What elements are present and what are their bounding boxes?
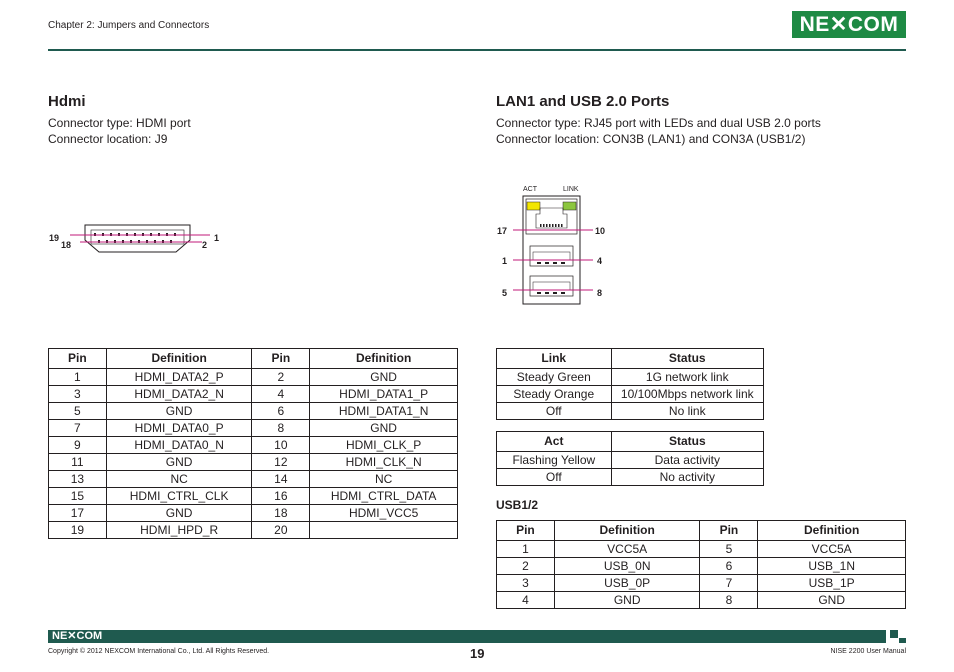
usb-pin-table xyxy=(496,520,906,609)
page-number: 19 xyxy=(470,646,485,661)
link-status-table xyxy=(496,348,764,420)
act-led-label: ACT xyxy=(523,186,537,193)
link-led xyxy=(563,202,576,210)
usb-header-cell: Pin xyxy=(497,521,555,541)
hdmi-cell: HDMI_DATA2_P xyxy=(106,369,252,386)
manual-name: NISE 2200 User Manual xyxy=(830,648,906,655)
hdmi-cell: HDMI_DATA1_N xyxy=(310,403,458,420)
hdmi-cell: 2 xyxy=(252,369,310,386)
lan-description xyxy=(496,115,821,147)
hdmi-header-cell: Definition xyxy=(310,349,458,369)
hdmi-cell: 6 xyxy=(252,403,310,420)
usb-cell: VCC5A xyxy=(554,541,700,558)
hdmi-cell: 20 xyxy=(252,522,310,539)
hdmi-cell: HDMI_DATA2_N xyxy=(106,386,252,403)
link-cell: Off xyxy=(497,403,612,420)
table-row xyxy=(497,592,906,609)
hdmi-cell: 14 xyxy=(252,471,310,488)
table-row xyxy=(497,452,764,469)
hdmi-cell: HDMI_DATA0_P xyxy=(106,420,252,437)
link-header-cell: Status xyxy=(611,349,763,369)
hdmi-cell: NC xyxy=(310,471,458,488)
hdmi-cell: 1 xyxy=(49,369,107,386)
hdmi-cell: GND xyxy=(106,403,252,420)
hdmi-cell: HDMI_VCC5 xyxy=(310,505,458,522)
usb-pin-8-label: 8 xyxy=(597,288,603,298)
hdmi-cell: HDMI_CTRL_CLK xyxy=(106,488,252,505)
hdmi-connector-type: Connector type: HDMI port xyxy=(48,116,191,130)
copyright: Copyright © 2012 NEXCOM International Co., Ltd. All Rights Reserved. xyxy=(48,648,270,655)
hdmi-header-cell: Pin xyxy=(49,349,107,369)
usb-cell: USB_0N xyxy=(554,558,700,575)
usb-cell: 1 xyxy=(497,541,555,558)
usb-header-cell: Definition xyxy=(758,521,906,541)
usb-cell: 7 xyxy=(700,575,758,592)
usb-pin-5-label: 5 xyxy=(502,288,508,298)
hdmi-cell: 17 xyxy=(49,505,107,522)
usb-cell: 3 xyxy=(497,575,555,592)
usb-header-cell: Definition xyxy=(554,521,700,541)
usb-cell: 2 xyxy=(497,558,555,575)
act-header-cell: Status xyxy=(611,432,763,452)
usb-title: USB1/2 xyxy=(496,498,539,512)
chapter-title: Chapter 2: Jumpers and Connectors xyxy=(48,20,210,31)
hdmi-pin-1-label: 1 xyxy=(214,233,220,243)
hdmi-cell: 13 xyxy=(49,471,107,488)
nexcom-logo: NE✕COM xyxy=(792,11,906,38)
hdmi-cell: HDMI_HPD_R xyxy=(106,522,252,539)
hdmi-pin-18-label: 18 xyxy=(61,240,72,250)
usb-header-cell: Pin xyxy=(700,521,758,541)
usb-pin-1-label: 1 xyxy=(502,256,508,266)
table-row xyxy=(49,505,458,522)
hdmi-cell: 16 xyxy=(252,488,310,505)
hdmi-cell: 19 xyxy=(49,522,107,539)
hdmi-cell: 9 xyxy=(49,437,107,454)
footer-square xyxy=(899,638,906,643)
footer-bar xyxy=(48,630,886,643)
hdmi-cell: GND xyxy=(310,420,458,437)
hdmi-pin-19-label: 19 xyxy=(49,233,60,243)
table-row xyxy=(497,558,906,575)
hdmi-cell: 12 xyxy=(252,454,310,471)
hdmi-cell: GND xyxy=(106,505,252,522)
table-row xyxy=(49,454,458,471)
hdmi-description xyxy=(48,115,191,147)
hdmi-cell xyxy=(310,522,458,539)
hdmi-cell: 4 xyxy=(252,386,310,403)
hdmi-cell: NC xyxy=(106,471,252,488)
lan-title: LAN1 and USB 2.0 Ports xyxy=(496,93,670,110)
table-row xyxy=(497,469,764,486)
hdmi-cell: HDMI_DATA1_P xyxy=(310,386,458,403)
table-row xyxy=(49,386,458,403)
hdmi-header-cell: Pin xyxy=(252,349,310,369)
table-row xyxy=(49,420,458,437)
act-led xyxy=(527,202,540,210)
act-cell: Flashing Yellow xyxy=(497,452,612,469)
footer-logo: NE✕COM xyxy=(52,630,103,642)
link-cell: 10/100Mbps network link xyxy=(611,386,763,403)
table-row xyxy=(497,403,764,420)
act-header-cell: Act xyxy=(497,432,612,452)
table-row xyxy=(497,575,906,592)
usb-cell: 8 xyxy=(700,592,758,609)
hdmi-cell: 7 xyxy=(49,420,107,437)
lan-connector-location: Connector location: CON3B (LAN1) and CON3A (USB1/2) xyxy=(496,132,806,146)
usb-cell: GND xyxy=(758,592,906,609)
table-row xyxy=(497,369,764,386)
lan-pin-17-label: 17 xyxy=(497,226,508,236)
table-row xyxy=(497,541,906,558)
usb-cell: GND xyxy=(554,592,700,609)
hdmi-cell: 3 xyxy=(49,386,107,403)
hdmi-pin-table xyxy=(48,348,458,539)
usb-cell: 4 xyxy=(497,592,555,609)
table-row xyxy=(49,488,458,505)
hdmi-connector-diagram xyxy=(60,220,220,260)
link-cell: 1G network link xyxy=(611,369,763,386)
table-row xyxy=(49,437,458,454)
footer-square xyxy=(890,630,898,638)
table-row xyxy=(49,522,458,539)
link-header-cell: Link xyxy=(497,349,612,369)
hdmi-pin-2-label: 2 xyxy=(202,240,208,250)
lan-connector-type: Connector type: RJ45 port with LEDs and dual USB 2.0 ports xyxy=(496,116,821,130)
usb-cell: USB_1N xyxy=(758,558,906,575)
hdmi-header-cell: Definition xyxy=(106,349,252,369)
hdmi-cell: HDMI_CLK_P xyxy=(310,437,458,454)
hdmi-cell: 5 xyxy=(49,403,107,420)
link-led-label: LINK xyxy=(563,186,579,193)
header-rule xyxy=(48,49,906,51)
link-cell: Steady Orange xyxy=(497,386,612,403)
table-row xyxy=(49,471,458,488)
hdmi-connector-location: Connector location: J9 xyxy=(48,132,168,146)
table-row xyxy=(49,403,458,420)
usb-cell: 6 xyxy=(700,558,758,575)
link-cell: Steady Green xyxy=(497,369,612,386)
hdmi-title: Hdmi xyxy=(48,93,86,110)
usb-cell: USB_0P xyxy=(554,575,700,592)
table-row xyxy=(49,369,458,386)
hdmi-cell: GND xyxy=(106,454,252,471)
hdmi-cell: HDMI_DATA0_N xyxy=(106,437,252,454)
usb-cell: VCC5A xyxy=(758,541,906,558)
hdmi-cell: 8 xyxy=(252,420,310,437)
usb-cell: 5 xyxy=(700,541,758,558)
lan-pin-10-label: 10 xyxy=(595,226,606,236)
table-row xyxy=(497,386,764,403)
act-cell: Off xyxy=(497,469,612,486)
hdmi-cell: 11 xyxy=(49,454,107,471)
act-cell: No activity xyxy=(611,469,763,486)
hdmi-cell: 10 xyxy=(252,437,310,454)
hdmi-cell: 15 xyxy=(49,488,107,505)
act-cell: Data activity xyxy=(611,452,763,469)
hdmi-cell: 18 xyxy=(252,505,310,522)
usb-cell: USB_1P xyxy=(758,575,906,592)
hdmi-cell: HDMI_CTRL_DATA xyxy=(310,488,458,505)
usb-pin-4-label: 4 xyxy=(597,256,603,266)
act-status-table xyxy=(496,431,764,486)
hdmi-cell: HDMI_CLK_N xyxy=(310,454,458,471)
link-cell: No link xyxy=(611,403,763,420)
hdmi-cell: GND xyxy=(310,369,458,386)
